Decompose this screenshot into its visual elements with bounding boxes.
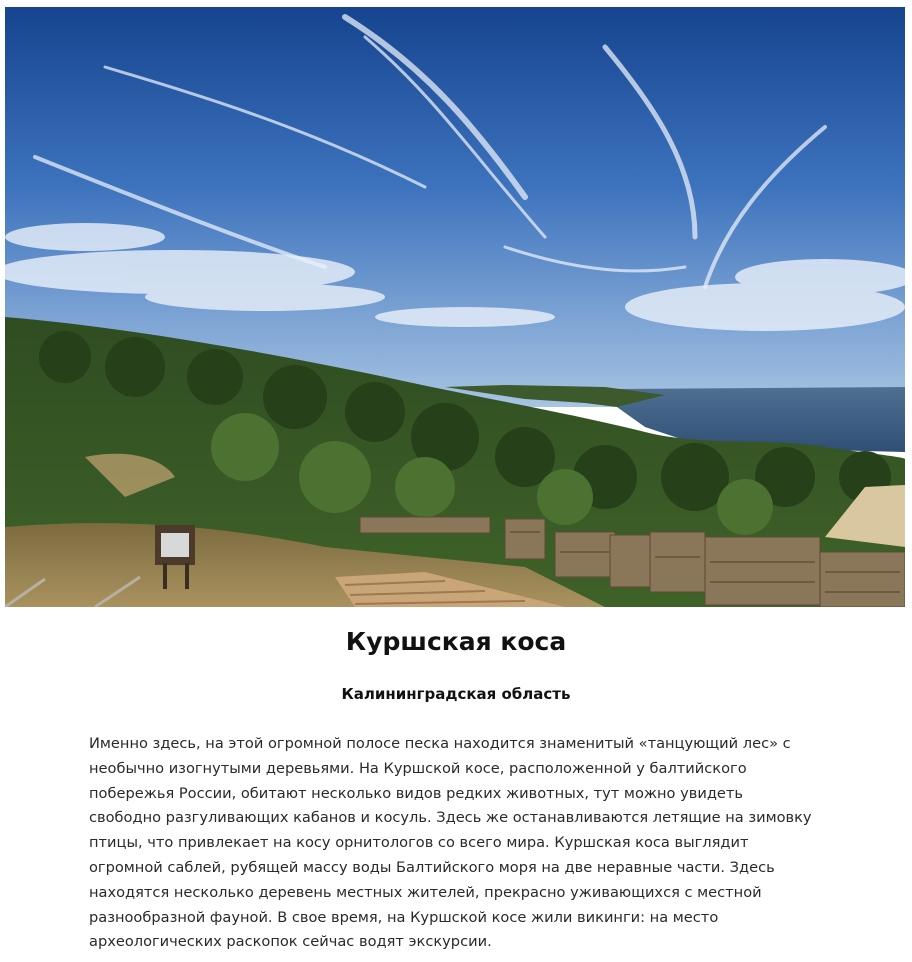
body-line: необычно изогнутыми деревьями. На Куршской косе, расположенной у балтийского	[89, 759, 747, 777]
page-title: Куршская коса	[345, 627, 567, 656]
body-line: побережья России, обитают несколько видов редких животных, тут можно увидеть	[89, 784, 744, 802]
body-line: свободно разгуливающих кабанов и косуль. Здесь же останавливаются летящие на зимовку	[89, 809, 812, 827]
landscape-photo	[5, 7, 905, 607]
body-line: археологических раскопок сейчас водят экскурсии.	[89, 933, 492, 951]
body-line: находятся несколько деревень местных жителей, прекрасно уживающихся с местной	[89, 883, 762, 901]
body-line: птицы, что привлекает на косу орнитологов со всего мира. Куршская коса выглядит	[89, 834, 749, 852]
body-line: разнообразной фауной. В свое время, на Куршской косе жили викинги: на место	[89, 908, 719, 926]
region-subtitle: Калининградская область	[341, 685, 571, 703]
body-line: огромной саблей, рубящей массу воды Балтийского моря на две неравные части. Здесь	[89, 858, 775, 876]
body-line: Именно здесь, на этой огромной полосе песка находится знаменитый «танцующий лес» с	[89, 735, 791, 752]
article-body	[89, 732, 829, 955]
